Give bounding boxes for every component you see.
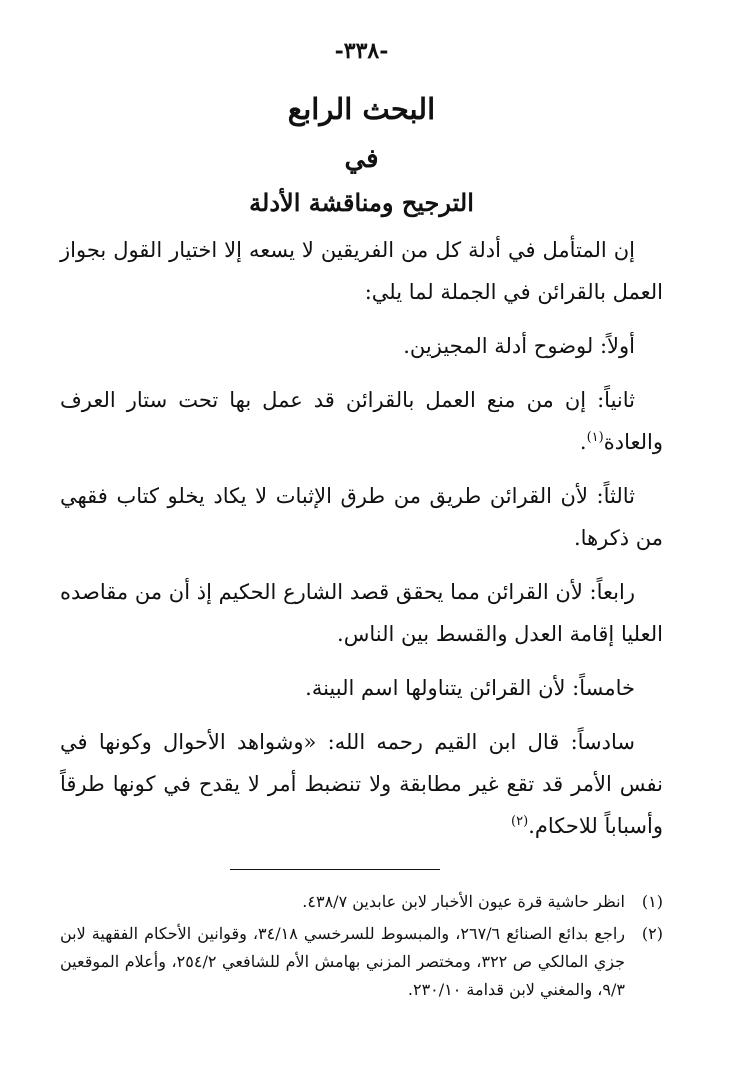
section-title: البحث الرابع — [287, 92, 436, 126]
point-paragraph — [60, 475, 663, 559]
point-paragraph — [60, 667, 663, 709]
footnote-text: راجع بدائع الصنائع ٢٦٧/٦، والمبسوط للسرخسي ٣٤/١٨، وقوانين الأحكام الفقهية لابن جزي المالكي ص ٣٢٢، ومختصر المزني بهامش الأم للشافعي ٢٥٤/٢، وأعلام الموقعين ٩/٣، والمغني لابن قدامة ٢٣٠/١٠. — [60, 924, 626, 999]
point-paragraph — [60, 379, 663, 463]
footnote-number: (٢) — [641, 924, 663, 943]
footnote-text: انظر حاشية قرة عيون الأخبار لابن عابدين ٤٣٨/٧. — [302, 892, 625, 911]
point-paragraph — [60, 571, 663, 655]
point-text: لوضوح أدلة المجيزين. — [403, 334, 594, 358]
footnote-ref: (٢) — [511, 814, 529, 829]
point-label: رابعاً: — [589, 580, 635, 604]
point-paragraph — [60, 325, 663, 367]
point-label: ثانياً: — [597, 388, 635, 412]
point-label: ثالثاً: — [596, 484, 635, 508]
point-paragraph — [60, 721, 663, 847]
footnote-ref: (١) — [586, 430, 604, 445]
point-label: أولاً: — [599, 334, 635, 358]
point-text: قال ابن القيم رحمه الله: «وشواهد الأحوال وكونها في نفس الأمر قد تقع غير مطابقة ولا تنضبط أمر لا يقدح في كونها طرقاً وأسباباً للاحكام. — [60, 730, 663, 838]
footnote-item — [60, 920, 663, 1004]
point-label: خامساً: — [572, 676, 635, 700]
point-label: سادساً: — [570, 730, 635, 754]
footnote-number: (١) — [641, 892, 663, 911]
page-number: -٣٣٨- — [334, 38, 389, 64]
point-text: إن من منع العمل بالقرائن قد عمل بها تحت ستار العرف والعادة — [60, 388, 663, 454]
footnote-item — [60, 888, 663, 916]
footnotes — [60, 888, 663, 1004]
point-text: لأن القرائن مما يحقق قصد الشارع الحكيم إذ أن من مقاصده العليا إقامة العدل والقسط بين الناس. — [60, 580, 663, 646]
point-tail: . — [579, 430, 587, 454]
point-text: لأن القرائن يتناولها اسم البينة. — [305, 676, 566, 700]
point-text: لأن القرائن طريق من طرق الإثبات لا يكاد يخلو كتاب فقهي من ذكرها. — [60, 484, 663, 550]
footnote-divider — [230, 869, 440, 870]
section-connector: في — [344, 144, 379, 174]
section-subtitle: الترجيح ومناقشة الأدلة — [249, 188, 474, 217]
intro-paragraph: إن المتأمل في أدلة كل من الفريقين لا يسعه إلا اختيار القول بجواز العمل بالقرائن في الجملة لما يلي: — [60, 238, 663, 304]
